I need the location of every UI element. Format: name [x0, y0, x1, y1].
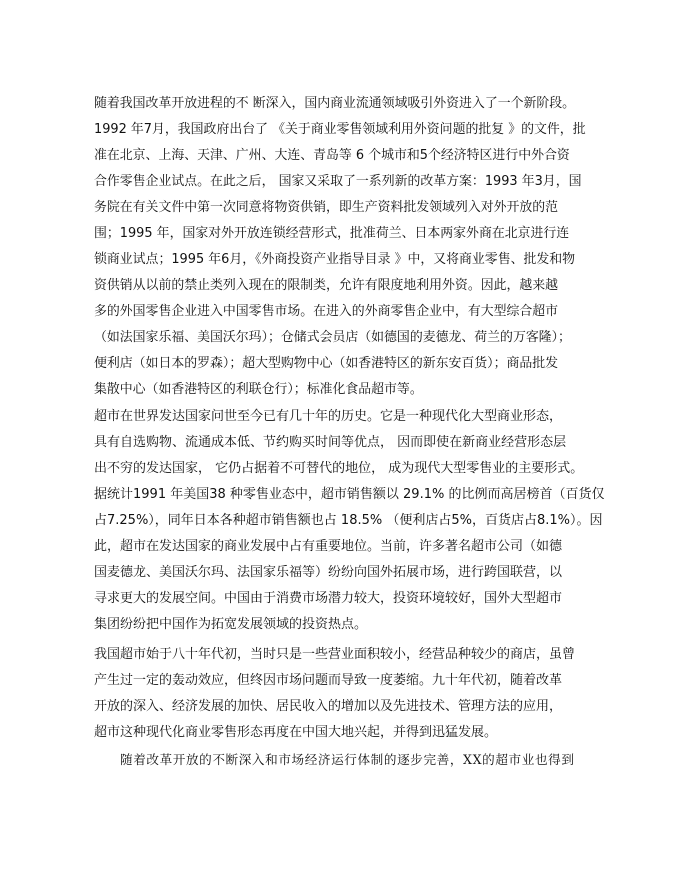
text-line: 超市这种现代化商业零售形态再度在中国大地兴起，并得到迅猛发展。 [94, 725, 498, 740]
text-line: 准在北京、上海、天津、广州、大连、青岛等 6 个城市和5个经济特区进行中外合资 [94, 148, 570, 163]
text-line: 占7.25%），同年日本各种超市销售额也占 18.5% （便利店占5%，百货店占8.1%）。因 [94, 513, 603, 528]
text-line: 开放的深入、经济发展的加快、居民收入的增加以及先进技术、管理方法的应用， [94, 699, 563, 714]
text-line: 务院在有关文件中第一次同意将物资供销，即生产资料批发领域列入对外开放的范 [94, 200, 559, 215]
text-line: 产生过一定的轰动效应，但终因市场问题而导致一度萎缩。九十年代初，随着改革 [94, 673, 563, 688]
text-line: 国麦德龙、美国沃尔玛、法国家乐福等）纷纷向国外拓展市场，进行跨国联营，以 [94, 565, 563, 580]
text-line: 多的外国零售企业进入中国零售市场。在进入的外商零售企业中，有大型综合超市 [94, 304, 559, 319]
text-line: 集团纷纷把中国作为拓宽发展领域的投资热点。 [94, 617, 368, 632]
text-line: 1992 年7月，我国政府出台了 《关于商业零售领域利用外资问题的批复 》的文件，批 [94, 122, 586, 137]
text-line: 随着我国改革开放进程的不 断深入，国内商业流通领域吸引外资进入了一个新阶段。 [94, 96, 576, 111]
text-line: 此，超市在发达国家的商业发展中占有重要地位。当前，许多著名超市公司（如德 [94, 539, 563, 554]
text-line: 便利店（如日本的罗森）；超大型购物中心（如香港特区的新东安百货）；商品批发 [94, 356, 559, 371]
text-line: 我国超市始于八十年代初，当时只是一些营业面积较小，经营品种较少的商店，虽曾 [94, 647, 576, 662]
text-line: 锁商业试点；1995 年6月，《外商投资产业指导目录 》中，又将商业零售、批发和物 [94, 252, 576, 267]
text-line: 超市在世界发达国家问世至今已有几十年的历史。它是一种现代化大型商业形态， [94, 409, 563, 424]
text-line: 集散中心（如香港特区的利联仓行）；标准化食品超市等。 [94, 382, 423, 397]
text-line: 随着改革开放的不断深入和市场经济运行体制的逐步完善，XX的超市业也得到 [120, 752, 575, 767]
text-line: 合作零售企业试点。在此之后， 国家又采取了一系列新的改革方案：1993 年3月，国 [94, 174, 582, 189]
text-line: 据统计1991 年美国38 种零售业态中，超市销售额以 29.1% 的比例而高居榜首（百货仅 [94, 487, 605, 502]
text-line: 具有自选购物、流通成本低、节约购买时间等优点， 因而即使在新商业经营形态层 [94, 435, 567, 450]
text-line: 资供销从以前的禁止类列入现在的限制类，允许有限度地利用外资。因此，越来越 [94, 278, 559, 293]
text-line: 围；1995 年，国家对外开放连锁经营形式，批准荷兰、日本两家外商在北京进行连 [94, 226, 570, 241]
text-line: （如法国家乐福、美国沃尔玛）；仓储式会员店（如德国的麦德龙、荷兰的万客隆）； [94, 330, 571, 345]
text-line: 寻求更大的发展空间。中国由于消费市场潜力较大，投资环境较好，国外大型超市 [94, 591, 563, 606]
text-line: 出不穷的发达国家， 它仍占据着不可替代的地位， 成为现代大型零售业的主要形式。 [94, 461, 584, 476]
